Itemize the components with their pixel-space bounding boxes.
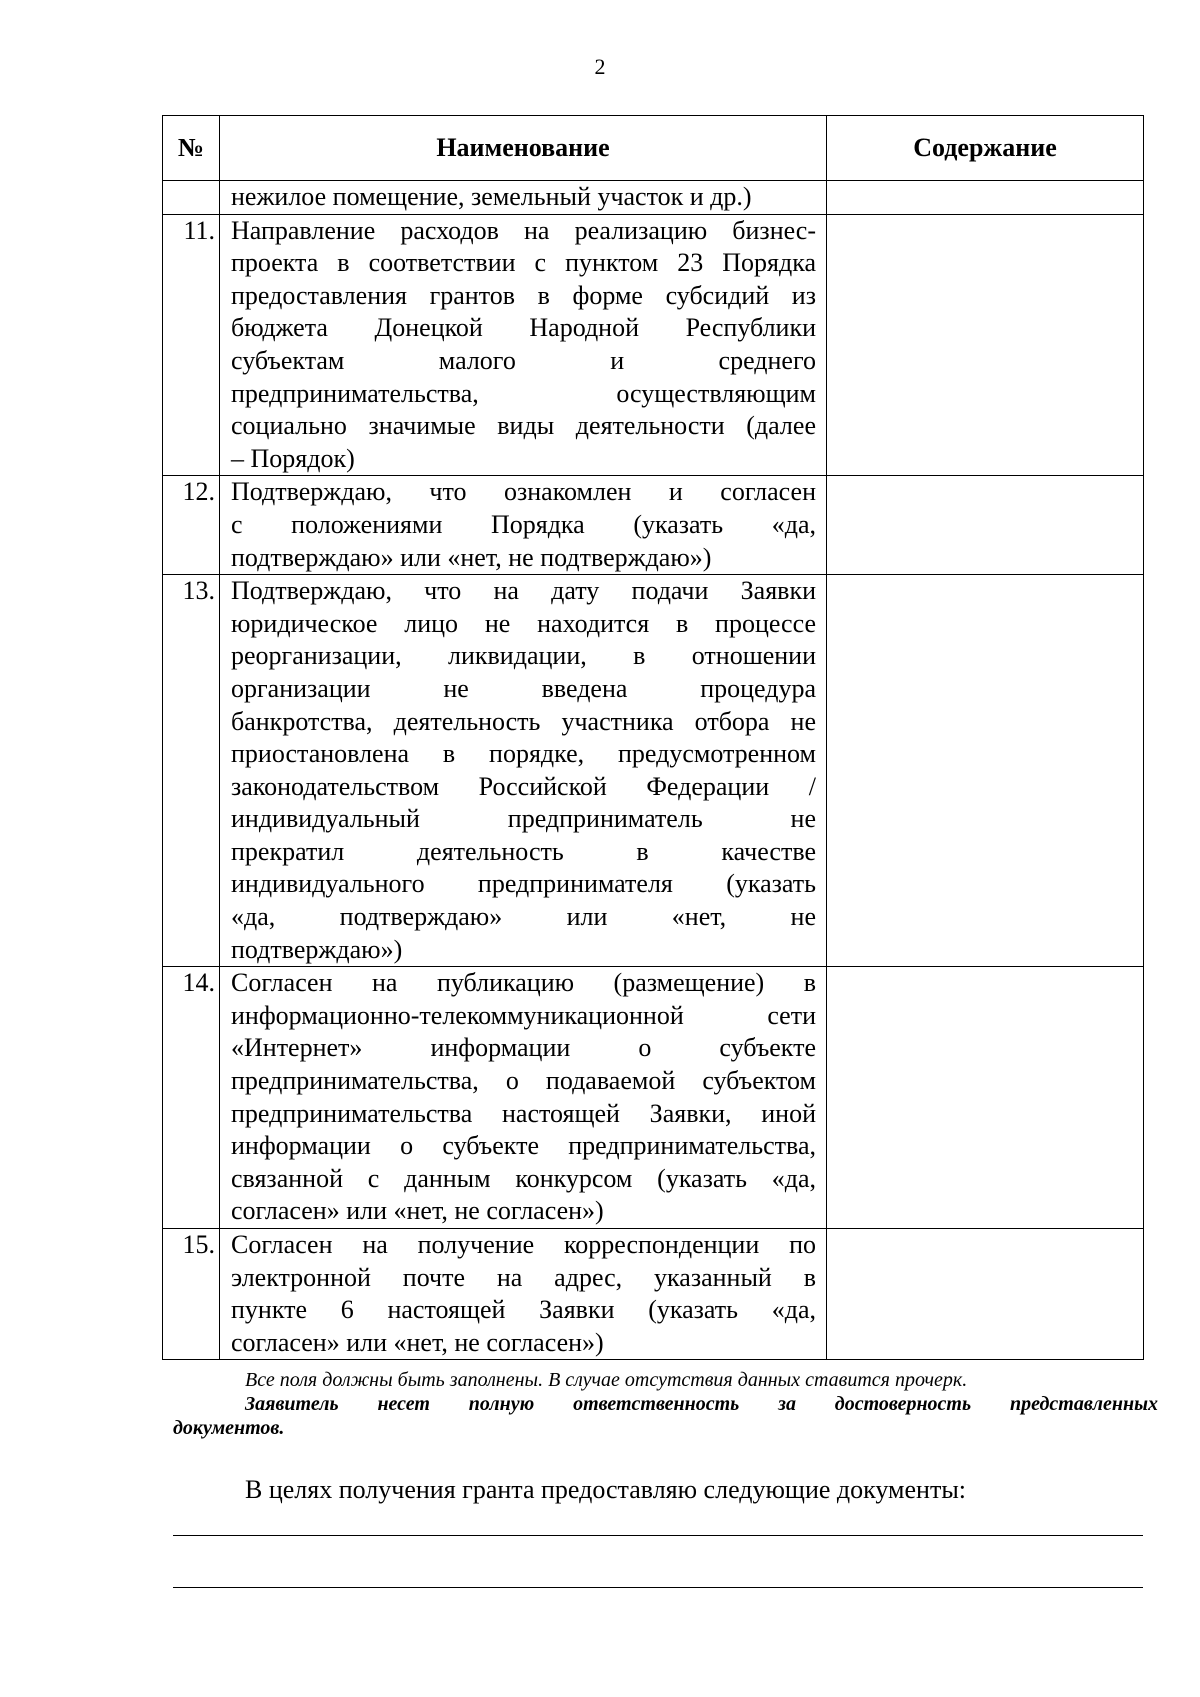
row-name [220, 1229, 827, 1360]
table-row [163, 1229, 1144, 1360]
row-name [220, 575, 827, 967]
header-content: Содержание [827, 116, 1144, 181]
row-content[interactable] [827, 476, 1144, 575]
header-name: Наименование [220, 116, 827, 181]
row-name-line: предпринимательства настоящей Заявки, иной [231, 1098, 816, 1128]
row-name-line: «да, подтверждаю» или «нет, не [231, 902, 816, 932]
row-name-line: нежилое помещение, земельный участок и др.) [231, 182, 752, 211]
row-name-line: Согласен на публикацию (размещение) в [231, 968, 816, 998]
row-name-line: реорганизации, ликвидации, в отношении [231, 641, 816, 671]
row-name-line: юридическое лицо не находится в процессе [231, 608, 816, 638]
row-content[interactable] [827, 181, 1144, 215]
row-name-line: организации не введена процедура [231, 673, 816, 703]
row-name-line: банкротства, деятельность участника отбора не [231, 706, 816, 736]
table-row-continuation [163, 181, 1144, 215]
row-name-line: проекта в соответствии с пунктом 23 Порядка [231, 248, 816, 278]
row-number: 11. [163, 214, 220, 476]
row-name [220, 214, 827, 476]
table-row [163, 476, 1144, 575]
table-row [163, 214, 1144, 476]
row-name [220, 476, 827, 575]
documents-intro: В целях получения гранта предоставляю следующие документы: [245, 1475, 967, 1504]
row-name-line: подтверждаю») [231, 934, 403, 964]
row-name-line: согласен» или «нет, не согласен») [231, 1196, 604, 1226]
row-name-line: связанной с данным конкурсом (указать «да, [231, 1163, 816, 1193]
table-header-row [163, 116, 1144, 181]
row-name-line: приостановлена в порядке, предусмотренном [231, 739, 816, 769]
documents-blank-line-2[interactable] [173, 1587, 1143, 1588]
row-name-line: предпринимательства, о подаваемой субъектом [231, 1066, 816, 1096]
row-name-line: прекратил деятельность в качестве [231, 836, 816, 866]
fill-note: Все поля должны быть заполнены. В случае отсутствия данных ставится прочерк. [245, 1369, 968, 1391]
row-name-line: информации о субъекте предпринимательства, [231, 1131, 816, 1161]
row-number: 14. [163, 967, 220, 1229]
row-number: 15. [163, 1229, 220, 1360]
row-name-line: предоставления грантов в форме субсидий из [231, 280, 816, 310]
row-name-line: пункте 6 настоящей Заявки (указать «да, [231, 1295, 816, 1325]
table-body [163, 181, 1144, 1360]
row-name-line: социально значимые виды деятельности (далее [231, 411, 816, 441]
responsibility-note [173, 1392, 1158, 1440]
documents-blank-line-1[interactable] [173, 1535, 1143, 1536]
application-table [162, 115, 1144, 1360]
row-content[interactable] [827, 214, 1144, 476]
row-name-line: «Интернет» информации о субъекте [231, 1033, 816, 1063]
table-row [163, 575, 1144, 967]
row-name-line: электронной почте на адрес, указанный в [231, 1262, 816, 1292]
row-name-line: с положениями Порядка (указать «да, [231, 509, 816, 539]
row-name-line: субъектам малого и среднего [231, 345, 816, 375]
row-name-line: информационно-телекоммуникационной сети [231, 1000, 816, 1030]
row-name-line: подтверждаю» или «нет, не подтверждаю») [231, 542, 712, 572]
row-name-line: законодательством Российской Федерации / [231, 771, 816, 801]
page-number: 2 [594, 54, 606, 79]
row-name-line: индивидуальный предприниматель не [231, 804, 816, 834]
row-name-line: Направление расходов на реализацию бизнес- [231, 215, 816, 245]
header-num: № [163, 116, 220, 181]
row-name [220, 967, 827, 1229]
row-name-line: Согласен на получение корреспонденции по [231, 1230, 816, 1259]
table-row [163, 967, 1144, 1229]
row-name [220, 181, 827, 215]
row-name-line: согласен» или «нет, не согласен») [231, 1327, 604, 1357]
row-name-line: – Порядок) [231, 443, 355, 473]
row-name-line: предпринимательства, осуществляющим [231, 378, 816, 408]
row-number: 12. [163, 476, 220, 575]
row-name-line: Подтверждаю, что на дату подачи Заявки [231, 576, 816, 606]
row-name-line: бюджета Донецкой Народной Республики [231, 313, 816, 343]
responsibility-note-line-1: Заявитель несет полную ответственность за достоверность представленных [245, 1393, 1158, 1415]
row-content[interactable] [827, 967, 1144, 1229]
row-content[interactable] [827, 1229, 1144, 1360]
row-number: 13. [163, 575, 220, 967]
responsibility-note-line-2: документов. [173, 1417, 285, 1439]
row-content[interactable] [827, 575, 1144, 967]
row-number [163, 181, 220, 215]
row-name-line: Подтверждаю, что ознакомлен и согласен [231, 477, 816, 507]
row-name-line: индивидуального предпринимателя (указать [231, 869, 816, 899]
